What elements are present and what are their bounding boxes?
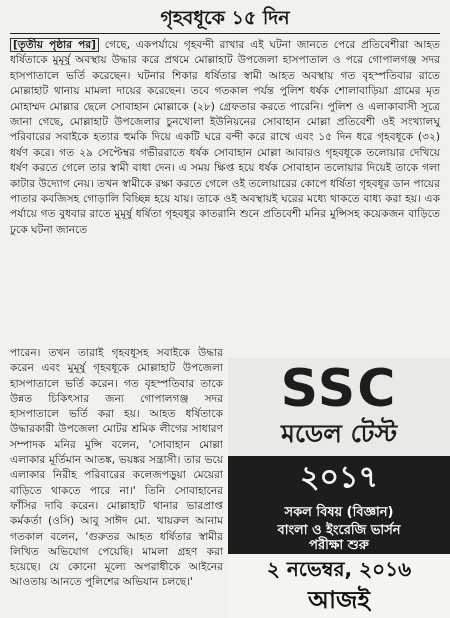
ad-exam-date: ২ নভেম্বর, ২০১৬ bbox=[266, 557, 412, 581]
continued-from-tag: [তৃতীয় পৃষ্ঠার পর] bbox=[10, 38, 99, 52]
ad-today: আজই bbox=[308, 586, 370, 614]
article-body-full-width bbox=[10, 38, 440, 238]
ad-exam-starts: পরীক্ষা শুরু bbox=[309, 538, 369, 553]
headline-divider bbox=[10, 33, 440, 34]
ad-subjects bbox=[228, 504, 450, 540]
headline: গৃহবধূকে ১৫ দিন bbox=[160, 7, 290, 29]
ad-subjects-line2: বাংলা ও ইংরেজি ভার্সন bbox=[277, 523, 401, 538]
ad-subjects-line1: সকল বিষয় (বিজ্ঞান) bbox=[284, 505, 394, 520]
article-body-column: পারেন। তখন তারাই গৃহবধূসহ সবাইকে উদ্ধার করেন এবং মুমূর্ষু গৃহবধূকে মোল্লাহাট উপজেলা হাসপাতালে ভর্তি করেন। গত বৃহস্পতিবার তাকে উন্নত চিকিৎসার জন্য গোপালগঞ্জ সদর হাসপাতালে ভর্তি করা হয়। আহত ধর্ষিতাকে উদ্ধারকারী উপজেলা মোটর শ্রমিক লীগের সাধারণ সম্পাদক মনির মুন্সি বলেন, 'সোবাহান মোল্লা এলাকার মূর্তিমান আতঙ্ক, ভয়ঙ্কর সন্ত্রাসী। তার ভয়ে এলাকার নিরীহ পরিবারের কলেজপড়ুয়া মেয়েরা বাড়িতে থাকতে পারে না।' তিনি সোবাহানের ফাঁসির দাবি করেন। মোল্লাহাট থানার ভারপ্রাপ্ত কর্মকর্তা (ওসি) আবু সাঈদ মো. খায়রুল আনাম গতকাল বলেন, 'গুরুতর আহত ধর্ষিতার স্বামীর লিখিত অভিযোগ পেয়েছি। মামলা গ্রহণ করা হয়েছে। যে কোনো মূল্যে অপরাধীকে আইনের আওতায় আনতে পুলিশের অভিযান চলছে।' bbox=[10, 347, 223, 589]
ad-ssc-title: SSC bbox=[280, 359, 398, 419]
ad-footer-panel bbox=[228, 554, 450, 618]
ad-header-panel bbox=[228, 358, 450, 456]
article-paragraph-1: গেছে, একপর্যায়ে গৃহবন্দী রাখার এই ঘটনা জানতে পেরে প্রতিবেশীরা আহত ধর্ষিতাকে মুমূর্ষু অবস্থায় উদ্ধার করে প্রথমে মোল্লাহাট উপজেলা হাসপাতাল ও পরে গোপালগঞ্জ সদর হাসপাতালে ভর্তি করেছেন। ঘটনার শিকার ধর্ষিতার স্বামী আহত অবস্থায় গত বৃহস্পতিবার রাতে মোল্লাহাট থানায় মামলা দায়ের করেছেন। তবে গতকাল পর্যন্ত পুলিশ ধর্ষক শোলাবাড়িয়া গ্রামের মৃত মোহাম্মদ মোল্লার ছেলে সোবাহান মোল্লাকে (২৮) গ্রেফতার করতে পারেনি। পুলিশ ও এলাকাবাসী সূত্রে জানা গেছে, মোল্লাহাট উপজেলার চুনখোলা ইউনিয়নের সোবাহান মোল্লা প্রতিবেশী ওই সংখ্যালঘু পরিবারের সবাইকে হত্যার হুমকি দিয়ে একটি ঘরে বন্দী করে রাখে এবং ১৫ দিন ধরে গৃহবধূকে (৩২) ধর্ষণ করে। গত ২৯ সেপ্টেম্বর গভীররাতে ধর্ষক সোবাহান মোল্লা আবারও গৃহবধূকে তলোয়ার দেখিয়ে ধর্ষণ করতে গেলে তার স্বামী বাধা দেন। এ সময় ক্ষিপ্ত হয়ে ধর্ষক সোবাহান তলোয়ার দিয়েই তাকে গলা কাটার উদ্যোগ নেয়। তখন স্বামীকে রক্ষা করতে গেলে ওই তলোয়ারের কোপে ধর্ষিতা গৃহবধূর ডান পায়ের পাতার কবজিসহ গোড়ালি বিচ্ছিন্ন হয়ে যায়। তাকে ওই অবস্থায়ই ঘরের মধ্যে থাকতে বাধ্য করা হয়। এক পর্যায়ে গত বুধবার রাতে মুমূর্ষু ধর্ষিতা গৃহবধূর কাতরানি শুনে প্রতিবেশী মনির মুন্সিসহ কয়েকজন বাড়িতে ঢুকে ঘটনা জানতে bbox=[10, 39, 440, 236]
ad-model-test: মডেল টেস্ট bbox=[280, 419, 398, 448]
ad-year: ২০১৭ bbox=[300, 460, 378, 495]
advertisement bbox=[228, 358, 450, 618]
